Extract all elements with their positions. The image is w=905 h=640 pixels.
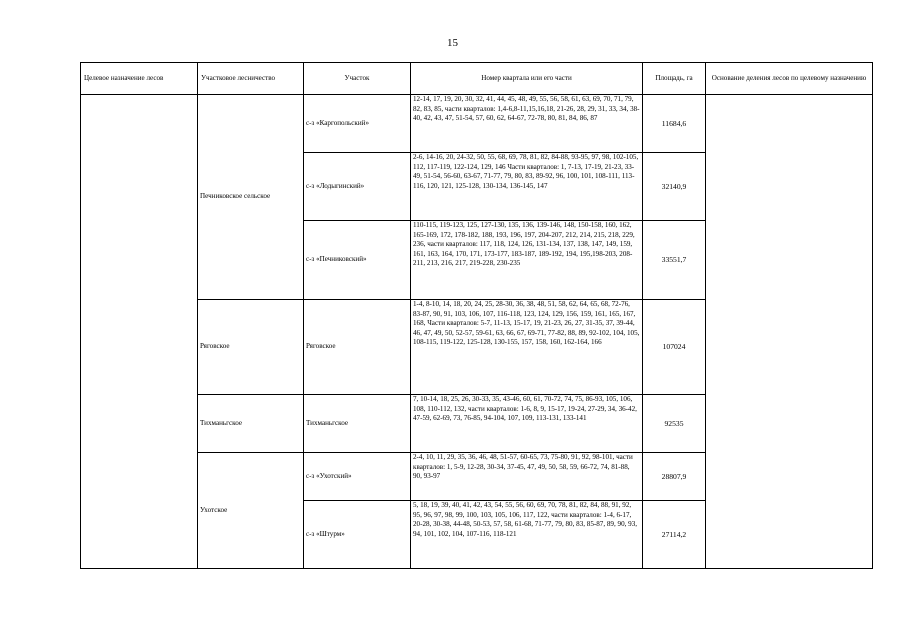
header-purpose: Целевое назначение лесов [81,63,198,95]
area-cell: 27114,2 [643,501,706,569]
forest-division-table [80,62,873,569]
header-district-forestry: Участковое лесничество [198,63,304,95]
area-cell: 92535 [643,395,706,453]
forestry-cell: Ряговское [198,300,304,395]
forestry-cell: Ухотское [198,453,304,569]
area-cell: 32140,9 [643,153,706,221]
blocks-cell: 2-6, 14-16, 20, 24-32, 50, 55, 68, 69, 78, 81, 82, 84-88, 93-95, 97, 98, 102-105, 112, 117-119, 122-124, 129, 146 Части кварталов: 1, 7-13, 17-19, 21-23, 33-49, 51-54, 56-60, 63-67, 71-77, 79, 80, 83, 89-92, 96, 100, 101, 108-111, 113-116, 120, 121, 125-128, 130-134, 136-145, 147 [411,153,643,221]
blocks-cell: 2-4, 10, 11, 29, 35, 36, 46, 48, 51-57, 60-65, 73, 75-80, 91, 92, 98-101, части кварталов: 1, 5-9, 12-28, 30-34, 37-45, 47, 49, 50, 58, 59, 66-72, 74, 81-88, 90, 93-97 [411,453,643,501]
page-number: 15 [447,37,458,49]
plot-cell: с-з «Ухотский» [304,453,411,501]
blocks-cell: 110-115, 119-123, 125, 127-130, 135, 136, 139-146, 148, 150-158, 160, 162, 165-169, 172, 178-182, 188, 193, 196, 197, 204-207, 212, 214, 215, 218, 229, 236, части кварталов: 117, 118, 124, 126, 131-134, 137, 138, 147, 149, 159, 161, 163, 164, 170, 171, 173-177, 183-187, 189-192, 194, 195,198-203, 208-211, 213, 216, 217, 219-228, 230-235 [411,221,643,300]
plot-cell: с-з «Печниковский» [304,221,411,300]
plot-cell: с-з «Лодыгинский» [304,153,411,221]
area-cell: 11684,6 [643,95,706,153]
forestry-cell: Тихманьгское [198,395,304,453]
blocks-cell: 1-4, 8-10, 14, 18, 20, 24, 25, 28-30, 36, 38, 48, 51, 58, 62, 64, 65, 68, 72-76, 83-87, 90, 91, 103, 106, 107, 116-118, 123, 124, 129, 156, 159, 161, 165, 167, 168, Части кварталов: 5-7, 11-13, 15-17, 19, 21-23, 26, 27, 31-35, 37, 39-44, 46, 47, 49, 50, 52-57, 59-61, 63, 66, 67, 69-71, 77-82, 88, 89, 92-102, 104, 105, 108-115, 119-122, 125-128, 130-155, 157, 158, 160, 162-164, 166 [411,300,643,395]
header-area: Площадь, га [643,63,706,95]
header-basis: Основание деления лесов по целевому назначению [706,63,873,95]
blocks-cell: 5, 18, 19, 39, 40, 41, 42, 43, 54, 55, 56, 60, 69, 70, 78, 81, 82, 84, 88, 91, 92, 95, 96, 97, 98, 99, 100, 103, 105, 106, 117, 122, части кварталов: 1-4, 6-17, 20-28, 30-38, 44-48, 50-53, 57, 58, 61-68, 71-77, 79, 80, 83, 85-87, 89, 90, 93, 94, 101, 102, 104, 107-116, 118-121 [411,501,643,569]
table-row [81,95,873,153]
plot-cell: с-з «Штурм» [304,501,411,569]
purpose-cell [81,95,198,569]
header-blocks: Номер квартала или его части [411,63,643,95]
area-cell: 107024 [643,300,706,395]
table-header-row [81,63,873,95]
blocks-cell: 12-14, 17, 19, 20, 30, 32, 41, 44, 45, 48, 49, 55, 56, 58, 61, 63, 69, 70, 71, 79, 82, 83, 85, части кварталов: 1,4-6,8-11,15,16,18, 21-26, 28, 29, 31, 33, 34, 38-40, 42, 43, 47, 51-54, 57, 60, 62, 64-67, 72-78, 80, 81, 84, 86, 87 [411,95,643,153]
plot-cell: с-з «Каргопольский» [304,95,411,153]
header-plot: Участок [304,63,411,95]
basis-cell [706,95,873,569]
area-cell: 33551,7 [643,221,706,300]
plot-cell: Тихманьгское [304,395,411,453]
blocks-cell: 7, 10-14, 18, 25, 26, 30-33, 35, 43-46, 60, 61, 70-72, 74, 75, 86-93, 105, 106, 108, 110-112, 132, части кварталов: 1-6, 8, 9, 15-17, 19-24, 27-29, 34, 36-42, 47-59, 62-69, 73, 76-85, 94-104, 107, 109, 113-131, 133-141 [411,395,643,453]
forestry-cell: Печниковское сельское [198,95,304,300]
area-cell: 28807,9 [643,453,706,501]
plot-cell: Ряговское [304,300,411,395]
